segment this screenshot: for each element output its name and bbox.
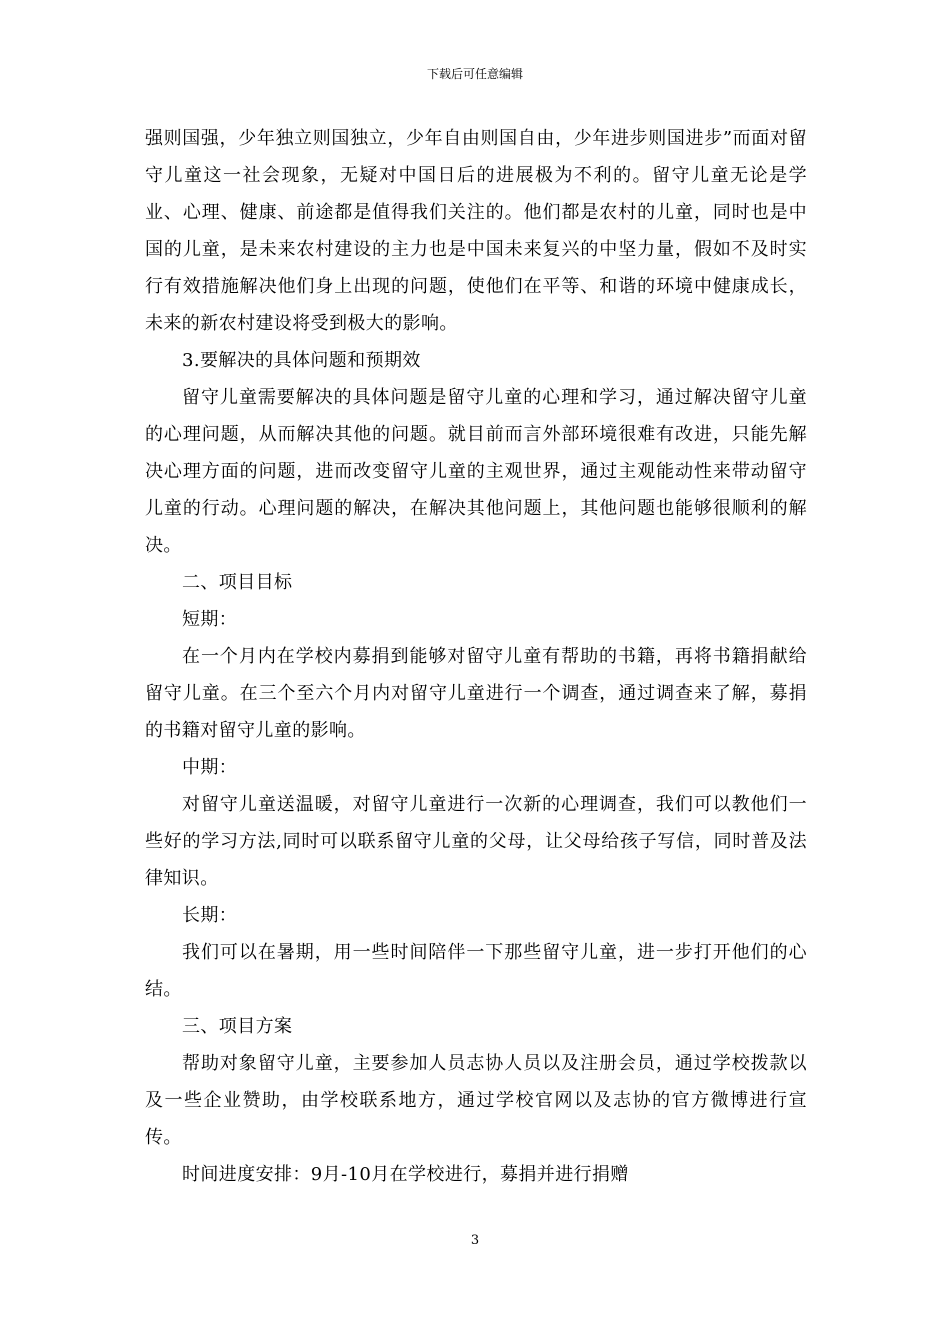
heading-project-goals: 二、项目目标 xyxy=(182,572,293,593)
paragraph-long-term: 我们可以在暑期，用一些时间陪伴一下那些留守儿童，进一步打开他们的心结。 xyxy=(145,942,807,1000)
heading-project-plan: 三、项目方案 xyxy=(182,1016,293,1037)
paragraph-short-term: 在一个月内在学校内募捐到能够对留守儿童有帮助的书籍，再将书籍捐献给留守儿童。在三个至六个月内对留守儿童进行一个调查，通过调查来了解，募捐的书籍对留守儿童的影响。 xyxy=(145,646,807,741)
paragraph-specific-problems: 留守儿童需要解决的具体问题是留守儿童的心理和学习，通过解决留守儿童的心理问题，从而解决其他的问题。就目前而言外部环境很难有改进，只能先解决心理方面的问题，进而改变留守儿童的主观世界，通过主观能动性来带动留守儿童的行动。心理问题的解决，在解决其他问题上，其他问题也能够很顺利的解决。 xyxy=(145,387,807,556)
heading-mid-term: 中期： xyxy=(182,757,238,778)
page-header: 下载后可任意编辑 xyxy=(426,67,523,81)
heading-specific-problems: 3.要解决的具体问题和预期效 xyxy=(182,350,421,371)
paragraph-mid-term: 对留守儿童送温暖，对留守儿童进行一次新的心理调查，我们可以教他们一些好的学习方法,同时可以联系留守儿童的父母，让父母给孩子写信，同时普及法律知识。 xyxy=(145,794,807,889)
heading-long-term: 长期： xyxy=(182,905,238,926)
paragraph-intro-continuation: 强则国强，少年独立则国独立，少年自由则国自由，少年进步则国进步”而面对留守儿童这一社会现象，无疑对中国日后的进展极为不利的。留守儿童无论是学业、心理、健康、前途都是值得我们关注的。他们都是农村的儿童，同时也是中国的儿童，是未来农村建设的主力也是中国未来复兴的中坚力量，假如不及时实行有效措施解决他们身上出现的问题，使他们在平等、和谐的环境中健康成长，未来的新农村建设将受到极大的影响。 xyxy=(145,128,807,334)
paragraph-project-plan: 帮助对象留守儿童，主要参加人员志协人员以及注册会员，通过学校拨款以及一些企业赞助，由学校联系地方，通过学校官网以及志协的官方微博进行宣传。 xyxy=(145,1053,807,1148)
page-number: 3 xyxy=(470,1233,480,1248)
heading-short-term: 短期： xyxy=(182,609,238,630)
paragraph-schedule: 时间进度安排：9月-10月在学校进行，募捐并进行捐赠 xyxy=(182,1164,629,1185)
document-body xyxy=(145,120,807,1193)
